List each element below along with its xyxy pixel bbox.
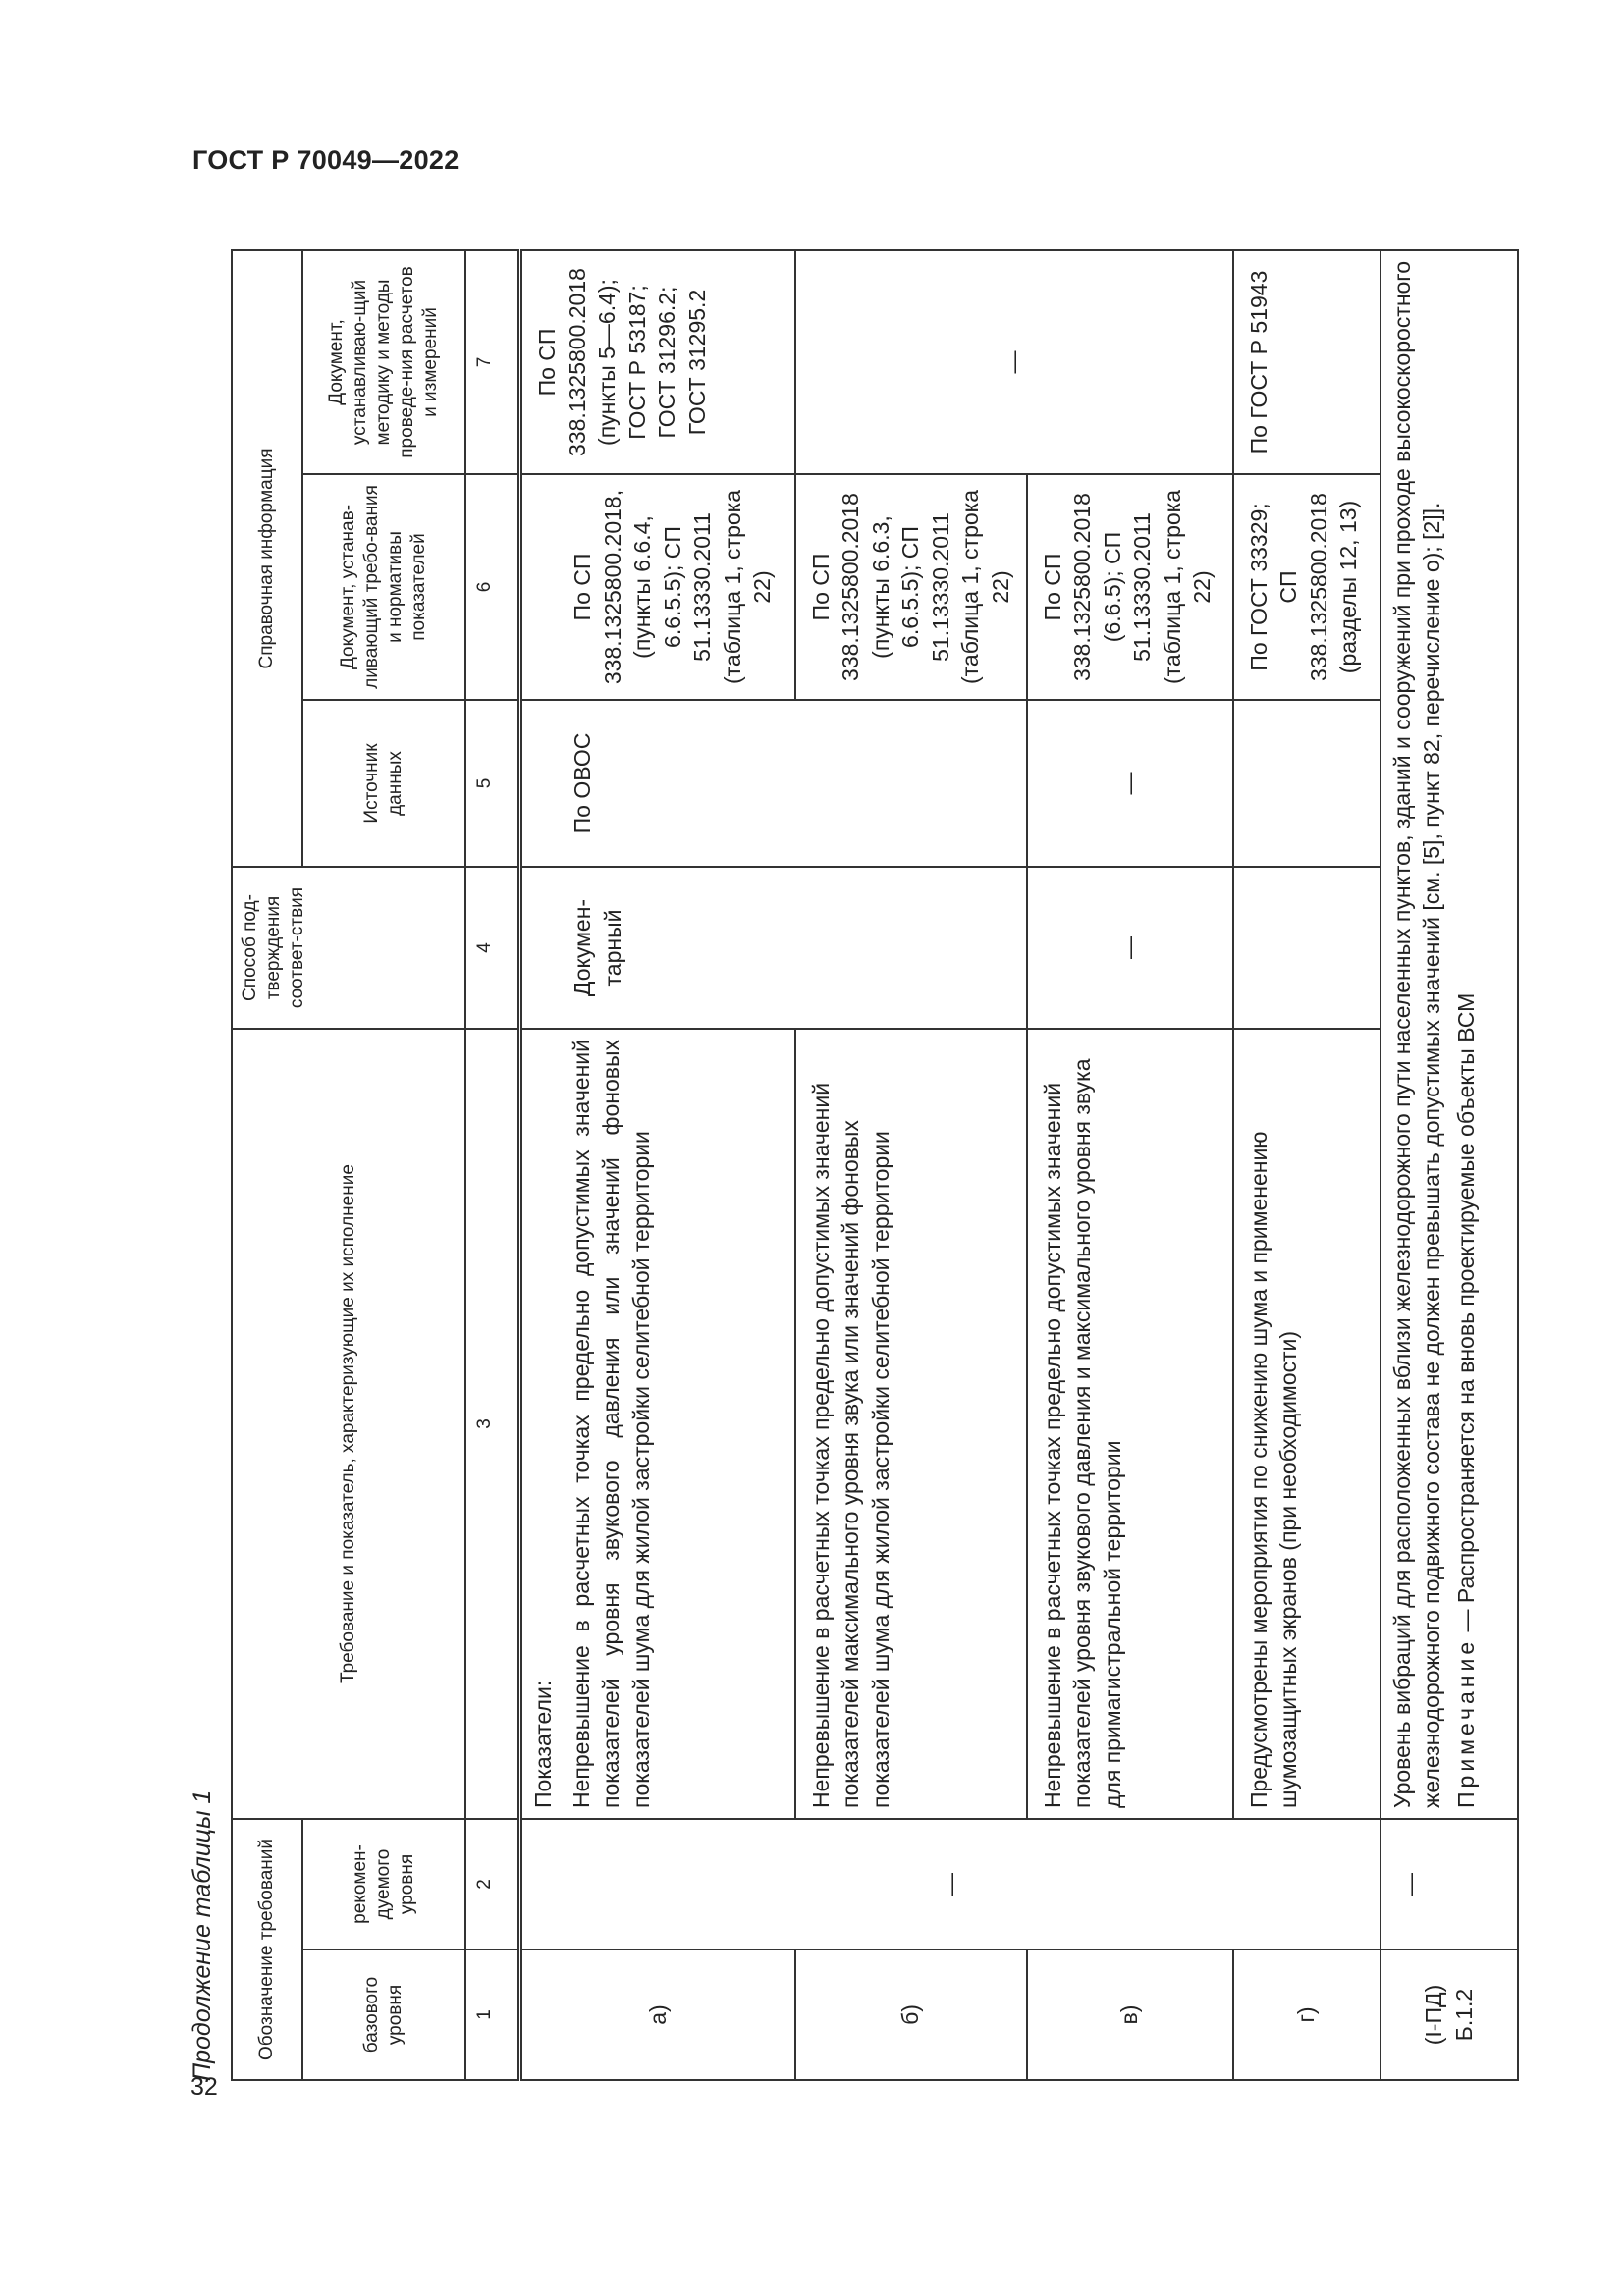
requirement-text: Непревышение в расчетных точках предельно допустимых значений показателей максимального уровня звука или значений фоновых показателей шума для жилой застройки селитебной территории <box>795 1029 1027 1819</box>
footer-row <box>1380 250 1518 2080</box>
norm-document-cell: По СП 338.1325800.2018 (6.6.5); СП 51.13330.2011 (таблица 1, строка 22) <box>1027 474 1233 700</box>
designation-header: Обозначение требований <box>232 1819 302 2080</box>
base-level-header: базового уровня <box>302 1949 465 2080</box>
column-number: 6 <box>465 474 520 700</box>
column-number: 7 <box>465 250 520 474</box>
confirmation-method-header: Способ под-тверждения соответ-ствия <box>232 867 465 1029</box>
method-document-cell: — <box>795 250 1233 474</box>
row-base-designation: в) <box>1027 1949 1233 2080</box>
footer-requirement-text: Уровень вибраций для расположенных вблизи железнодорожного пути населенных пунктов, зданий и сооружений при проходе высокоскоростного железнодорожного подвижного состава не должен превышать допустимых значений [см. [5], пункт 82, перечисление о); [2]]. <box>1388 261 1445 1808</box>
column-number: 4 <box>465 867 520 1029</box>
column-number: 2 <box>465 1819 520 1949</box>
data-source-header: Источник данных <box>302 700 465 867</box>
table-row <box>1027 250 1233 2080</box>
recommended-level-header: рекомен-дуемого уровня <box>302 1819 465 1949</box>
norm-document-cell: По СП 338.1325800.2018 (пункты 6.6.3, 6.6.5.5); СП 51.13330.2011 (таблица 1, строка 22) <box>795 474 1027 700</box>
row-base-designation: г) <box>1233 1949 1380 2080</box>
footer-recommended-designation: — <box>1380 1819 1518 1949</box>
column-number: 5 <box>465 700 520 867</box>
table-caption: Продолжение таблицы 1 <box>189 1789 216 2081</box>
table-row <box>520 250 795 2080</box>
column-number: 3 <box>465 1029 520 1819</box>
method-document-header: Документ, устанавливаю-щий методику и методы проведе-ния расчетов и измерений <box>302 250 465 474</box>
requirement-cell <box>520 1029 795 1819</box>
note-text: — Распространяется на вновь проектируемые объекты ВСМ <box>1452 992 1479 1638</box>
requirement-header: Требование и показатель, характеризующие их исполнение <box>232 1029 465 1819</box>
requirement-text: Непревышение в расчетных точках предельно допустимых значений показателей уровня звукового давления или значений фоновых показателей шума для жилой застройки селитебной территории <box>568 1040 654 1808</box>
requirement-text: Предусмотрены мероприятия по снижению шума и применению шумозащитных экранов (при необходимости) <box>1233 1029 1380 1819</box>
requirements-table <box>231 249 1519 2081</box>
row-base-designation: а) <box>520 1949 795 2080</box>
confirmation-method-cell: — <box>1027 867 1233 1029</box>
header-row-1 <box>232 250 302 2080</box>
footer-base-designation: (I-ПД) Б.1.2 <box>1380 1949 1518 2080</box>
confirmation-method-cell: Докумен-тарный <box>520 867 1027 1029</box>
data-source-cell: — <box>1027 700 1233 867</box>
norm-document-cell: По СП 338.1325800.2018, (пункты 6.6.4, 6.6.5.5); СП 51.13330.2011 (таблица 1, строка 22) <box>520 474 795 700</box>
table-row <box>795 250 1027 2080</box>
requirement-text: Непревышение в расчетных точках предельно допустимых значений показателей уровня звукового давления и максимального уровня звука для примагистральной территории <box>1027 1029 1233 1819</box>
data-source-cell <box>1233 700 1380 867</box>
rotated-table-area <box>183 251 1506 2081</box>
confirmation-method-cell <box>1233 867 1380 1029</box>
document-header: ГОСТ Р 70049—2022 <box>192 145 460 175</box>
requirement-intro: Показатели: <box>530 1680 556 1808</box>
page-number: 32 <box>190 2073 218 2101</box>
data-source-cell: По ОВОС <box>520 700 1027 867</box>
method-document-cell: По ГОСТ Р 51943 <box>1233 250 1380 474</box>
column-number-row <box>465 250 520 2080</box>
norm-document-cell: По ГОСТ 33329; СП 338.1325800.2018 (разделы 12, 13) <box>1233 474 1380 700</box>
reference-info-header: Справочная информация <box>232 250 302 867</box>
norm-document-header: Документ, устанав-ливающий требо-вания и нормативы показателей <box>302 474 465 700</box>
footer-note <box>1451 261 1482 1808</box>
method-document-cell: По СП 338.1325800.2018 (пункты 5—6.4); ГОСТ Р 53187; ГОСТ 31296.2; ГОСТ 31295.2 <box>520 250 795 474</box>
table-row <box>1233 250 1380 2080</box>
footer-text-cell <box>1380 250 1518 1819</box>
row-base-designation: б) <box>795 1949 1027 2080</box>
row-recommended-designation: — <box>520 1819 1380 1949</box>
column-number: 1 <box>465 1949 520 2080</box>
note-label: Примечание <box>1452 1637 1479 1808</box>
